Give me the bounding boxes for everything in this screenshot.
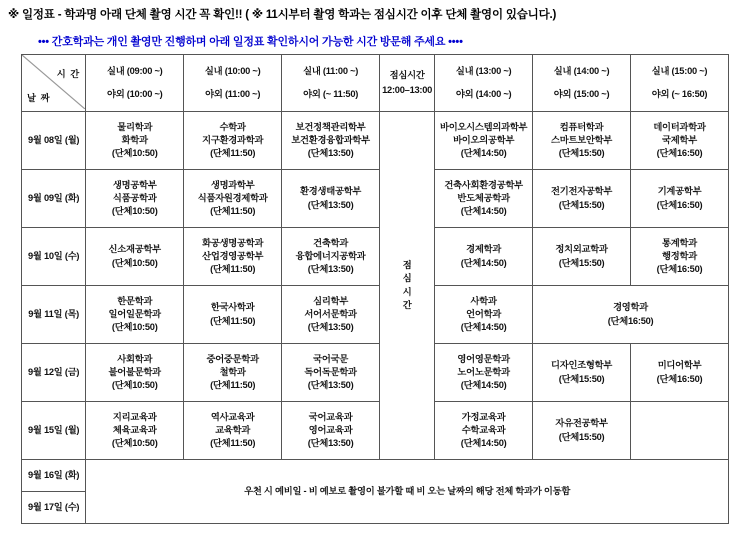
outdoor-time-label: 야외 (10:00 ~) (106, 88, 163, 99)
table-row (22, 112, 729, 170)
department-line: 국어교육과 (308, 411, 353, 422)
department-line: 보건정책관리학부 (295, 121, 366, 132)
outdoor-time-label: 야외 (15:00 ~) (553, 88, 610, 99)
department-line: 영어교육과 (308, 424, 353, 435)
department-line: 데이터과학과 (653, 121, 706, 132)
department-line: (단체16:50) (656, 199, 703, 210)
department-cell (184, 286, 282, 344)
indoor-time-label: 실내 (14:00 ~) (553, 66, 610, 77)
department-line: (단체16:50) (656, 373, 703, 384)
department-line: 한문학과 (117, 295, 153, 306)
department-line: 바이오의공학부 (453, 134, 515, 145)
indoor-time-label: 실내 (10:00 ~) (204, 66, 261, 77)
department-cell (631, 112, 729, 170)
department-line: (단체14:50) (460, 322, 507, 333)
department-line: 통계학과 (662, 237, 697, 248)
department-line: 건축사회환경공학부 (444, 179, 523, 190)
department-line: 물리학과 (117, 121, 153, 132)
department-line: (단체10:50) (111, 380, 158, 391)
table-row (22, 228, 729, 286)
department-cell (282, 402, 380, 460)
corner-header-cell (22, 55, 86, 112)
department-line: 건축학과 (313, 237, 349, 248)
department-line: 불어불문학과 (108, 366, 161, 377)
department-cell (435, 112, 533, 170)
department-line: 화공생명공학과 (202, 237, 264, 248)
department-line: 체육교육과 (112, 424, 157, 435)
department-cell (184, 112, 282, 170)
department-line: 교육학과 (215, 424, 251, 435)
department-cell (184, 228, 282, 286)
department-line: (단체14:50) (460, 380, 507, 391)
department-line: (단체15:50) (558, 199, 605, 210)
department-cell (631, 228, 729, 286)
table-header-row (22, 55, 729, 112)
photo-schedule-table (21, 54, 729, 524)
department-line: 행정학과 (662, 250, 697, 261)
department-line: (단체10:50) (111, 148, 158, 159)
department-line: 바이오시스템의과학부 (439, 121, 528, 132)
department-line: 한국사학과 (210, 302, 255, 313)
department-line: (단체15:50) (558, 148, 605, 159)
date-cell: 9월 09일 (화) (22, 170, 86, 228)
department-line: (단체16:50) (607, 315, 654, 326)
department-line: 역사교육과 (210, 411, 255, 422)
department-line: 융합에너지공학과 (295, 250, 366, 261)
department-line: 자유전공학부 (555, 418, 608, 429)
department-cell (435, 228, 533, 286)
department-cell (533, 228, 631, 286)
department-cell (86, 170, 184, 228)
department-line: 사회학과 (117, 353, 153, 364)
time-slot-header (86, 55, 184, 112)
header-date-label: 날 짜 (27, 92, 51, 103)
department-cell (184, 170, 282, 228)
department-line: 지구환경과학과 (202, 134, 264, 145)
date-cell: 9월 10일 (수) (22, 228, 86, 286)
date-cell: 9월 08일 (월) (22, 112, 86, 170)
table-row (22, 402, 729, 460)
department-line: 식품공학과 (112, 192, 157, 203)
department-line: 언어학과 (466, 308, 502, 319)
schedule-table-wrapper (21, 54, 729, 524)
department-line: (단체15:50) (558, 431, 605, 442)
department-line: (단체11:50) (210, 264, 256, 275)
notice-primary: ※ 일정표 - 학과명 아래 단체 촬영 시간 꼭 확인!! ( ※ 11시부터 촬영 학과는 점심시간 이후 단체 촬영이 있습니다.) (8, 9, 557, 21)
department-cell (533, 344, 631, 402)
date-cell: 9월 12일 (금) (22, 344, 86, 402)
department-line: 독어독문학과 (304, 366, 357, 377)
department-cell (282, 286, 380, 344)
department-line: 식품자원경제학과 (197, 192, 268, 203)
department-cell (184, 402, 282, 460)
department-line: (단체13:50) (307, 380, 354, 391)
department-line: (단체14:50) (460, 438, 507, 449)
lunch-vertical-char: 심 (402, 273, 412, 284)
outdoor-time-label: 야외 (~ 16:50) (651, 88, 708, 99)
department-line: 국제학부 (662, 134, 697, 145)
footer-row (22, 460, 729, 492)
department-line: 정치외교학과 (555, 244, 608, 255)
department-cell (533, 112, 631, 170)
department-line: 스마트보안학부 (551, 134, 613, 145)
department-line: 철학과 (219, 366, 246, 377)
department-line: (단체11:50) (210, 206, 256, 217)
indoor-time-label: 실내 (09:00 ~) (106, 66, 163, 77)
indoor-time-label: 실내 (13:00 ~) (455, 66, 512, 77)
department-line: 컴퓨터학과 (559, 121, 604, 132)
department-line: (단체13:50) (307, 264, 354, 275)
department-line: (단체10:50) (111, 206, 158, 217)
department-line: (단체11:50) (210, 380, 256, 391)
department-cell (282, 112, 380, 170)
department-line: (단체16:50) (656, 148, 703, 159)
department-line: (단체10:50) (111, 257, 158, 268)
department-line: 미디어학부 (657, 360, 702, 371)
lunch-vertical-char: 시 (402, 286, 412, 297)
department-line: 화학과 (121, 134, 148, 145)
lunch-break-header (380, 55, 435, 112)
lunch-break-cell (380, 112, 435, 460)
department-line: (단체14:50) (460, 206, 507, 217)
department-cell (184, 344, 282, 402)
lunch-title: 점심시간 (389, 69, 425, 80)
department-line: (단체13:50) (307, 438, 354, 449)
department-line: (단체14:50) (460, 148, 507, 159)
table-row (22, 344, 729, 402)
department-line: (단체13:50) (307, 322, 354, 333)
department-line: (단체13:50) (307, 199, 354, 210)
department-line: 경제학과 (466, 244, 502, 255)
notice-secondary: ••• 간호학과는 개인 촬영만 진행하며 아래 일정표 확인하시어 가능한 시간 방문해 주세요 •••• (38, 36, 463, 48)
time-slot-header (282, 55, 380, 112)
department-line: 국어국문 (313, 353, 349, 364)
department-line: 가정교육과 (461, 411, 506, 422)
date-cell: 9월 15일 (월) (22, 402, 86, 460)
outdoor-time-label: 야외 (14:00 ~) (455, 88, 512, 99)
department-cell (282, 170, 380, 228)
department-cell (435, 344, 533, 402)
department-line: 경영학과 (613, 302, 649, 313)
date-cell: 9월 16일 (화) (22, 460, 86, 492)
lunch-vertical-char: 간 (402, 299, 412, 310)
time-slot-header (631, 55, 729, 112)
department-cell (282, 344, 380, 402)
time-slot-header (184, 55, 282, 112)
outdoor-time-label: 야외 (~ 11:50) (303, 88, 359, 99)
department-cell (631, 402, 729, 460)
department-line: (단체11:50) (210, 148, 256, 159)
department-cell (435, 170, 533, 228)
department-cell (631, 170, 729, 228)
header-time-label: 시 간 (56, 69, 81, 79)
department-line: 디자인조형학부 (551, 360, 613, 371)
department-cell (435, 286, 533, 344)
date-cell: 9월 11일 (목) (22, 286, 86, 344)
department-line: 생명과학부 (210, 179, 255, 190)
department-line: 신소재공학부 (108, 244, 161, 255)
table-row (22, 286, 729, 344)
department-line: 서어서문학과 (304, 308, 357, 319)
time-slot-header (435, 55, 533, 112)
department-line: 반도체공학과 (457, 192, 510, 203)
outdoor-time-label: 야외 (11:00 ~) (205, 88, 261, 99)
department-line: 지리교육과 (112, 411, 157, 422)
department-line: (단체10:50) (111, 438, 158, 449)
department-line: 수학과 (219, 121, 246, 132)
department-line: (단체11:50) (210, 315, 256, 326)
department-line: (단체15:50) (558, 373, 605, 384)
department-line: (단체13:50) (307, 148, 354, 159)
table-row (22, 170, 729, 228)
department-cell (86, 286, 184, 344)
department-line: 생명공학부 (112, 179, 157, 190)
department-line: 중어중문학과 (206, 353, 259, 364)
department-line: 환경생태공학부 (300, 186, 362, 197)
department-line: 수학교육과 (461, 424, 506, 435)
department-line: 노어노문학과 (457, 366, 510, 377)
time-slot-header (533, 55, 631, 112)
indoor-time-label: 실내 (11:00 ~) (303, 66, 359, 77)
lunch-range: 12:00–13:00 (382, 85, 433, 95)
department-line: (단체10:50) (111, 322, 158, 333)
department-line: 산업경영공학부 (202, 250, 264, 261)
indoor-time-label: 실내 (15:00 ~) (651, 66, 708, 77)
department-line: 심리학부 (313, 295, 349, 306)
department-line: 영어영문학과 (457, 353, 510, 364)
department-cell (533, 286, 729, 344)
department-line: 일어일문학과 (108, 308, 161, 319)
department-cell (86, 112, 184, 170)
department-cell (533, 402, 631, 460)
department-cell (282, 228, 380, 286)
department-cell (86, 402, 184, 460)
department-cell (86, 228, 184, 286)
department-line: (단체15:50) (558, 257, 605, 268)
department-line: 사학과 (470, 295, 497, 306)
department-cell (631, 344, 729, 402)
department-line: (단체11:50) (210, 438, 256, 449)
department-cell (533, 170, 631, 228)
department-cell (86, 344, 184, 402)
rain-backup-note: 우천 시 예비일 - 비 예보로 촬영이 불가할 때 비 오는 날짜의 해당 전체 학과가 이동함 (86, 460, 729, 524)
lunch-vertical-char: 점 (402, 260, 412, 271)
date-cell: 9월 17일 (수) (22, 492, 86, 524)
department-line: 기계공학부 (657, 186, 702, 197)
department-line: 보건환경융합과학부 (291, 134, 370, 145)
department-cell (435, 402, 533, 460)
department-line: (단체14:50) (460, 257, 507, 268)
department-line: (단체16:50) (656, 264, 703, 275)
department-line: 전기전자공학부 (551, 186, 613, 197)
